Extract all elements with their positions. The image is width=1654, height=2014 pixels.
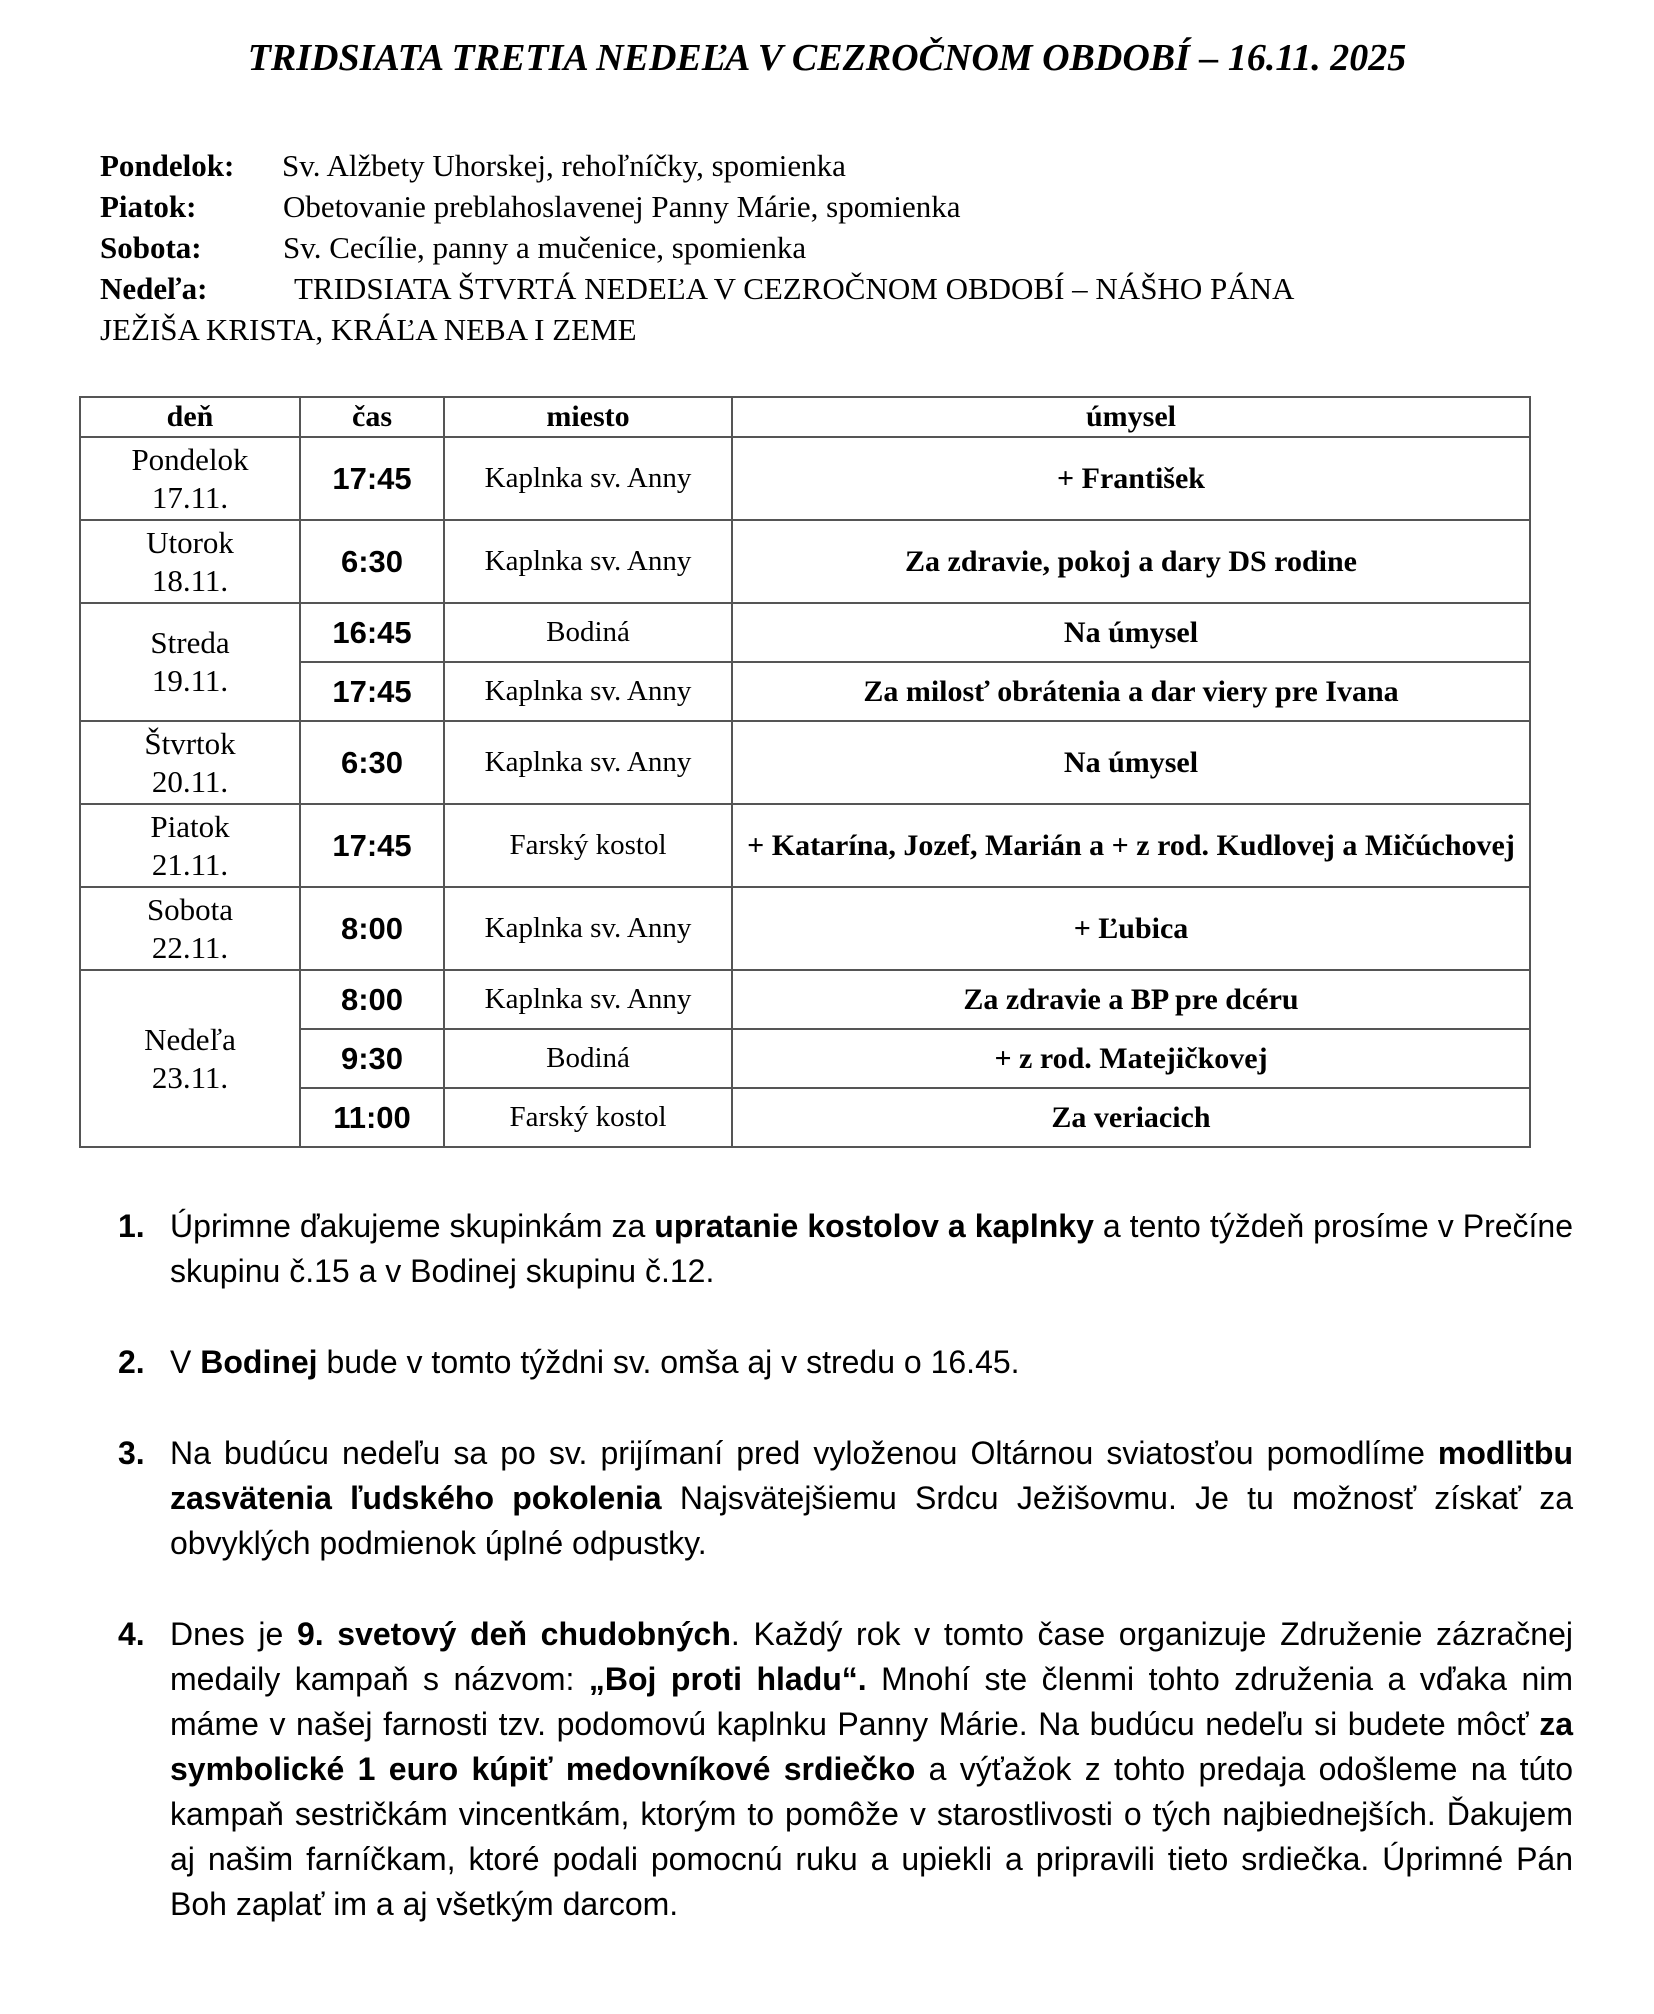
table-row: [80, 603, 1530, 662]
time-cell: 6:30: [300, 520, 444, 603]
time-cell: 8:00: [300, 970, 444, 1029]
day-name: Nedeľa: [144, 1021, 236, 1057]
place-cell: Bodiná: [444, 1029, 732, 1088]
notice-text-part: a výťažok z tohto predaja odošleme na túto kampaň sestričkám vincentkám, ktorým to pomôže v starostlivosti o tých najbiednejších. Ďakujem aj našim farníčkam, ktoré podali pomocnú ruku a upiekli a pripravili tieto srdiečka. Úprimné Pán Boh zaplať im a aj všetkým darcom.: [170, 1751, 1573, 1922]
intention-cell: Za zdravie a BP pre dcéru: [732, 970, 1530, 1029]
day-cell: [80, 603, 300, 721]
schedule-body: [80, 437, 1530, 1147]
notice-text-part: . Každý rok v tomto čase organizuje Združenie zázračnej medaily kampaň s názvom:: [170, 1616, 1574, 1697]
day-name: Sobota: [146, 891, 234, 927]
header-place: miesto: [444, 397, 732, 437]
feast-text-continuation: JEŽIŠA KRISTA, KRÁĽA NEBA I ZEME: [100, 312, 637, 347]
table-row: [80, 520, 1530, 603]
notice-number: 4.: [118, 1616, 145, 1652]
feast-row-friday: [100, 186, 1530, 227]
table-row: [80, 970, 1530, 1029]
intention-cell: + Katarína, Jozef, Marián a + z rod. Kudlovej a Mičúchovej: [732, 804, 1530, 887]
day-date: 21.11.: [151, 846, 229, 882]
day-cell: [80, 804, 300, 887]
intention-cell: + Ľubica: [732, 887, 1530, 970]
header-day: deň: [80, 397, 300, 437]
feast-text: Obetovanie preblahoslavenej Panny Márie, spomienka: [283, 189, 961, 224]
notice-text: [170, 1612, 1573, 1927]
notice-text-part: Mnohí ste členmi tohto združenia a vďaka nim máme v našej farnosti tzv. podomovú kaplnku Panny Márie. Na budúcu nedeľu si budete môcť: [170, 1661, 1573, 1742]
time-cell: 6:30: [300, 721, 444, 804]
mass-schedule-table: [79, 396, 1531, 1148]
notice-number: 2.: [118, 1344, 145, 1380]
intention-cell: + František: [732, 437, 1530, 520]
feast-row-sunday: [100, 268, 1530, 309]
notice-emphasis: upratanie kostolov a kaplnky: [654, 1208, 1094, 1244]
feast-list: [100, 145, 1530, 350]
notice-item: [118, 1431, 1573, 1566]
intention-cell: Na úmysel: [732, 603, 1530, 662]
intention-cell: Za zdravie, pokoj a dary DS rodine: [732, 520, 1530, 603]
time-cell: 11:00: [300, 1088, 444, 1147]
notice-item: [118, 1612, 1573, 1927]
notice-emphasis: „Boj proti hladu“.: [588, 1661, 867, 1697]
place-cell: Kaplnka sv. Anny: [444, 721, 732, 804]
place-cell: Kaplnka sv. Anny: [444, 970, 732, 1029]
table-row: [80, 721, 1530, 804]
day-name: Streda: [150, 625, 230, 660]
day-name: Štvrtok: [144, 725, 236, 761]
notice-text-part: Úprimne ďakujeme skupinkám za: [170, 1208, 655, 1244]
notice-emphasis: 9. svetový deň chudobných: [296, 1616, 731, 1652]
header-intention: úmysel: [732, 397, 1530, 437]
notice-emphasis: modlitbu zasvätenia ľudského pokolenia: [170, 1435, 1573, 1516]
notice-item: [118, 1340, 1573, 1385]
notice-item: [118, 1204, 1573, 1294]
intention-cell: Za milosť obrátenia a dar viery pre Ivana: [732, 662, 1530, 721]
feast-label: Nedeľa:: [100, 271, 208, 306]
day-name: Pondelok: [131, 441, 249, 477]
day-name: Utorok: [146, 524, 234, 560]
day-cell: [80, 520, 300, 603]
notice-text-part: bude v tomto týždni sv. omša aj v stredu o 16.45.: [317, 1344, 1020, 1380]
day-name: Piatok: [150, 808, 230, 844]
day-date: 22.11.: [151, 929, 229, 965]
day-date: 18.11.: [151, 562, 229, 598]
time-cell: 17:45: [300, 662, 444, 721]
notice-number: 3.: [118, 1435, 145, 1471]
feast-text: Sv. Cecílie, panny a mučenice, spomienka: [283, 230, 807, 265]
feast-text: TRIDSIATA ŠTVRTÁ NEDEĽA V CEZROČNOM OBDOBÍ – NÁŠHO PÁNA: [294, 271, 1295, 306]
time-cell: 17:45: [300, 437, 444, 520]
notice-text: [170, 1340, 1573, 1385]
notice-text: [170, 1204, 1573, 1294]
notice-text-part: V: [170, 1344, 201, 1380]
day-cell: [80, 887, 300, 970]
feast-row-monday: [100, 145, 1530, 186]
day-cell: [80, 721, 300, 804]
time-cell: 17:45: [300, 804, 444, 887]
day-date: 19.11.: [151, 663, 229, 698]
table-row: [80, 887, 1530, 970]
header-time: čas: [300, 397, 444, 437]
place-cell: Kaplnka sv. Anny: [444, 520, 732, 603]
intention-cell: Na úmysel: [732, 721, 1530, 804]
notice-text-part: Dnes je: [170, 1616, 297, 1652]
place-cell: Kaplnka sv. Anny: [444, 437, 732, 520]
feast-label: Piatok:: [100, 189, 197, 224]
table-row: [80, 804, 1530, 887]
notice-number: 1.: [118, 1208, 145, 1244]
time-cell: 9:30: [300, 1029, 444, 1088]
place-cell: Kaplnka sv. Anny: [444, 662, 732, 721]
notice-text-part: Na budúcu nedeľu sa po sv. prijímaní pred vyloženou Oltárnou sviatosťou pomodlíme: [170, 1435, 1438, 1471]
intention-cell: Za veriacich: [732, 1088, 1530, 1147]
notice-text: [170, 1431, 1573, 1566]
table-row: [80, 437, 1530, 520]
feast-row-saturday: [100, 227, 1530, 268]
notices-list: [118, 1204, 1573, 1973]
feast-label: Sobota:: [100, 230, 202, 265]
day-cell: [80, 437, 300, 520]
feast-label: Pondelok:: [100, 148, 235, 183]
place-cell: Bodiná: [444, 603, 732, 662]
place-cell: Farský kostol: [444, 1088, 732, 1147]
day-cell: [80, 970, 300, 1147]
intention-cell: + z rod. Matejičkovej: [732, 1029, 1530, 1088]
day-date: 20.11.: [151, 763, 229, 799]
notice-emphasis: Bodinej: [200, 1344, 318, 1380]
feast-text: Sv. Alžbety Uhorskej, rehoľníčky, spomienka: [282, 148, 846, 183]
day-date: 23.11.: [151, 1059, 229, 1095]
day-date: 17.11.: [151, 479, 229, 515]
notice-text-part: Najsvätejšiemu Srdcu Ježišovmu. Je tu možnosť získať za obvyklých podmienok úplné odpustky.: [170, 1480, 1574, 1561]
time-cell: 16:45: [300, 603, 444, 662]
page-title: TRIDSIATA TRETIA NEDEĽA V CEZROČNOM OBDOBÍ – 16.11. 2025: [247, 37, 1407, 79]
time-cell: 8:00: [300, 887, 444, 970]
notice-emphasis: za symbolické 1 euro kúpiť medovníkové srdiečko: [170, 1706, 1573, 1787]
place-cell: Kaplnka sv. Anny: [444, 887, 732, 970]
table-header-row: [80, 397, 1530, 437]
notice-text-part: a tento týždeň prosíme v Prečíne skupinu č.15 a v Bodinej skupinu č.12.: [170, 1208, 1573, 1289]
place-cell: Farský kostol: [444, 804, 732, 887]
